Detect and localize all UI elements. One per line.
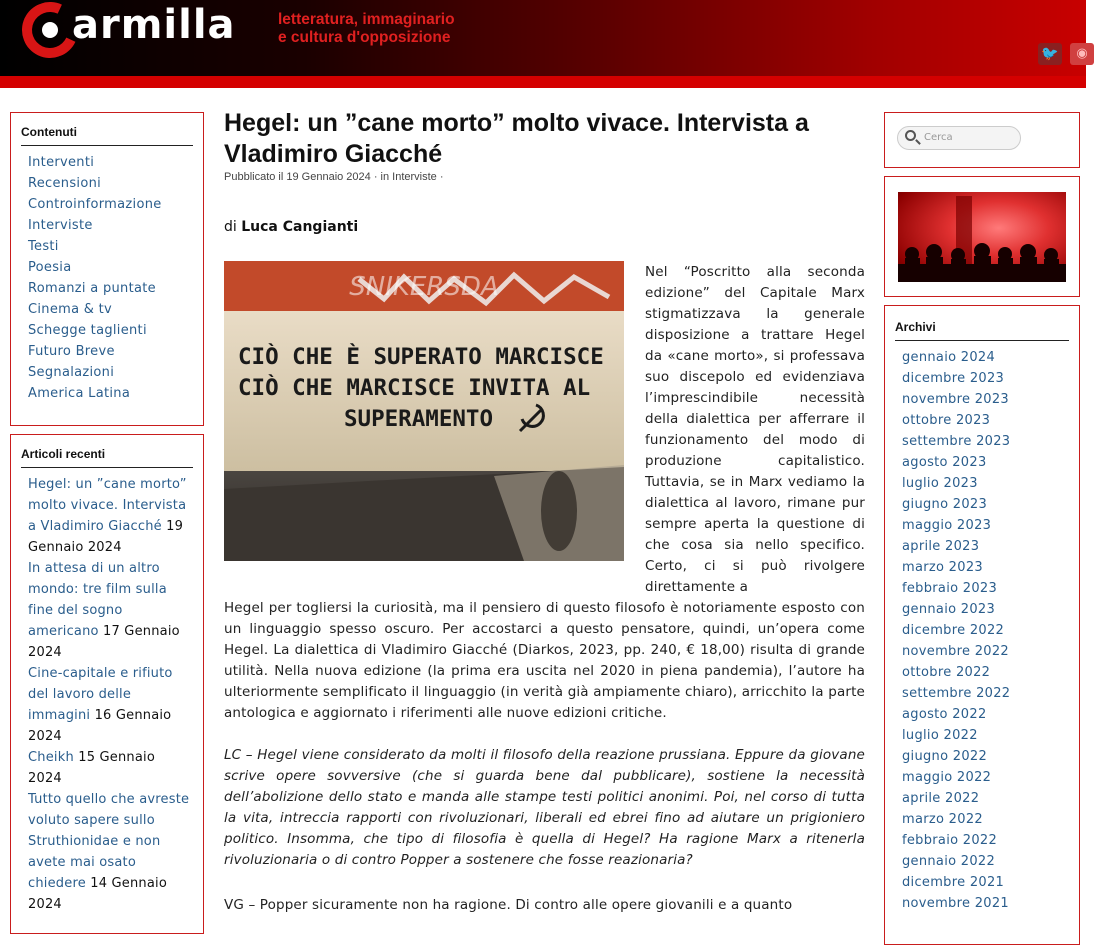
article-paragraph-2: LC – Hegel viene considerato da molti il filosofo della reazione prussiana. Eppure da giovane scrive opere sovversive (che si guarda bene dal pubblicare), sostiene la necessità dell’abolizione dello stato e manda alle stampe testi politici anonimi. Poi, nel corso di tutta la vita, intreccia rapporti con rivoluzionari, liberali ed ebrei fino ad aiutare un prigioniero politico. Insomma, che tipo di filosofia è quella di Hegel? Ha ragione Marx a ritenerla rivoluzionaria o di contro Popper a sostenere che fosse reazionaria? [224,747,865,868]
recent-post-line [21,474,193,495]
category-link[interactable]: Schegge taglienti [28,323,147,338]
recent-posts-title: Articoli recenti [21,447,193,468]
category-link[interactable]: Cinema & tv [28,302,113,317]
header-bottom-bar [0,76,1086,88]
category-link[interactable]: Interviste [28,218,93,233]
category-link[interactable]: Segnalazioni [28,365,115,380]
recent-post-link[interactable]: americano [28,624,99,639]
archive-link[interactable]: luglio 2022 [902,728,978,743]
tagline-line-1: letteratura, immaginario [278,11,455,28]
article-meta: Pubblicato il 19 Gennaio 2024 · in Interviste · [224,171,444,183]
recent-post-date: 14 Gennaio [85,876,167,891]
recent-post-link[interactable]: mondo: tre film sulla [28,582,167,597]
recent-post-line [21,579,193,600]
recent-post-line [21,684,193,705]
recent-post-link[interactable]: voluto sapere sullo [28,813,155,828]
article-paragraph-3: VG – Popper sicuramente non ha ragione. Di contro alle opere giovanili e a quanto [224,897,793,913]
category-link[interactable]: America Latina [28,386,131,401]
recent-post-line [21,852,193,873]
logo-dot [42,22,58,38]
article-photo [224,261,624,561]
recent-post-link[interactable]: Tutto quello che avreste [28,792,190,807]
recent-post-link[interactable]: molto vivace. Intervista [28,498,187,513]
archive-link[interactable]: novembre 2023 [902,392,1009,407]
site-logo[interactable] [20,0,260,62]
photo-graffiti-tag: SNIKERSDA [349,272,499,302]
recent-post-line [21,747,193,768]
recent-post-line [21,831,193,852]
photo-text-line-1: CIÒ CHE È SUPERATO MARCISCE [238,344,604,370]
category-link[interactable]: Interventi [28,155,95,170]
banner-widget [884,176,1080,297]
recent-post-link[interactable]: Cine-capitale e rifiuto [28,666,173,681]
recent-post-link[interactable]: Hegel: un ”cane morto” [28,477,187,492]
categories-widget [10,112,204,426]
article-paragraph-1-full: Hegel per togliersi la curiosità, ma il pensiero di questo filosofo è notoriamente esposto con un linguaggio spesso oscuro. Per accostarci a questo pensatore, quindi, un’opera come Hegel. La dialettica di Vladimiro Giacché (Diarkos, 2023, pp. 240, € 18,00) risulta di grande utilità. Nella nuova edizione (la prima era uscita nel 2020 in piena pandemia), l’autore ha ulteriormente semplificato il linguaggio (in verità già ampiamente chiaro), arricchito la parte antologica e aggiornato i riferimenti alle nuove edizioni critiche. [224,600,865,721]
recent-post-link[interactable]: Cheikh [28,750,74,765]
archive-link[interactable]: aprile 2022 [902,791,980,806]
tagline-line-2: e cultura d'opposizione [278,29,451,46]
archive-link[interactable]: settembre 2022 [902,686,1011,701]
recent-post-date: Gennaio 2024 [28,540,122,555]
search-input[interactable]: Cerca [897,126,1021,150]
recent-post-line [21,642,193,663]
recent-post-date: 2024 [28,729,62,744]
archive-link[interactable]: agosto 2023 [902,455,987,470]
archive-link[interactable]: gennaio 2024 [902,350,996,365]
recent-post-link[interactable]: fine del sogno [28,603,123,618]
recent-post-line [21,537,193,558]
recent-post-date: 16 Gennaio [90,708,172,723]
archive-link[interactable]: febbraio 2022 [902,833,998,848]
category-link[interactable]: Romanzi a puntate [28,281,156,296]
archive-link[interactable]: agosto 2022 [902,707,987,722]
archive-link[interactable]: marzo 2022 [902,812,983,827]
recent-post-date: 2024 [28,645,62,660]
archive-link[interactable]: novembre 2021 [902,896,1009,911]
recent-post-date: 15 Gennaio [73,750,155,765]
archive-link[interactable]: aprile 2023 [902,539,980,554]
archives-widget [884,305,1080,945]
article-paragraph-1-side: Nel “Poscritto alla seconda edizione” del Capitale Marx stigmatizzava la generale disposizione a trattare Hegel da «cane morto», si professava suo discepolo ed evidenziava l’imprescindibile necessità della dialettica per afferrare il funzionamento del modo di produzione capitalistico. Tuttavia, se in Marx vediamo la dialettica al lavoro, rimane pur sempre aperta la questione di che cosa sia nello specifico. Certo, ci si può rivolgere direttamente a [645,264,865,595]
archive-link[interactable]: dicembre 2021 [902,875,1005,890]
archive-link[interactable]: maggio 2023 [902,518,992,533]
recent-post-line [21,495,193,516]
category-link[interactable]: Controinformazione [28,197,162,212]
recent-post-line [21,768,193,789]
archive-link[interactable]: giugno 2023 [902,497,988,512]
categories-title: Contenuti [21,125,193,146]
recent-posts-list [21,474,193,915]
recent-post-date: 2024 [28,897,62,912]
graffiti-wall-image [224,261,624,561]
recent-post-link[interactable]: Struthionidae e non [28,834,161,849]
archive-link[interactable]: febbraio 2023 [902,581,998,596]
recent-post-line [21,873,193,894]
recent-post-line [21,516,193,537]
recent-post-link[interactable]: chiedere [28,876,86,891]
recent-post-line [21,621,193,642]
recent-post-line [21,600,193,621]
archive-link[interactable]: gennaio 2023 [902,602,996,617]
rss-icon[interactable]: ◉ [1070,43,1094,65]
recent-posts-widget [10,434,204,934]
archive-link[interactable]: novembre 2022 [902,644,1009,659]
photo-text-line-3: SUPERAMENTO [344,406,494,432]
author-name: Luca Cangianti [241,219,359,235]
recent-post-link[interactable]: In attesa di un altro [28,561,160,576]
twitter-icon[interactable]: 🐦 [1038,43,1062,65]
recent-post-link[interactable]: avete mai osato [28,855,137,870]
recent-post-link[interactable]: a Vladimiro Giacché [28,519,162,534]
archives-list [895,347,1069,914]
recent-post-date: 17 Gennaio [98,624,180,639]
search-icon [905,130,916,141]
recent-post-line [21,705,193,726]
recent-post-date: 2024 [28,771,62,786]
archive-link[interactable]: giugno 2022 [902,749,988,764]
recent-post-line [21,789,193,810]
audience-silhouettes [898,192,1066,282]
archive-link[interactable]: luglio 2023 [902,476,978,491]
byline-prefix: di [224,219,242,235]
archive-link[interactable]: dicembre 2023 [902,371,1005,386]
category-link[interactable]: Recensioni [28,176,102,191]
recent-post-line [21,726,193,747]
recent-post-line [21,894,193,915]
category-link[interactable]: Futuro Breve [28,344,115,359]
archive-link[interactable]: dicembre 2022 [902,623,1005,638]
recent-post-line [21,810,193,831]
archive-link[interactable]: settembre 2023 [902,434,1011,449]
recent-post-link[interactable]: del lavoro delle [28,687,132,702]
category-link[interactable]: Poesia [28,260,72,275]
search-widget [884,112,1080,168]
archives-title: Archivi [895,320,1069,341]
article-title[interactable]: Hegel: un ”cane morto” molto vivace. Intervista a Vladimiro Giacché [224,109,809,168]
recent-post-date: 19 [161,519,184,534]
archive-link[interactable]: ottobre 2023 [902,413,991,428]
archive-link[interactable]: ottobre 2022 [902,665,991,680]
cinema-audience-banner[interactable] [898,192,1066,282]
recent-post-link[interactable]: immagini [28,708,91,723]
archive-link[interactable]: maggio 2022 [902,770,992,785]
category-link[interactable]: Testi [28,239,59,254]
recent-post-line [21,663,193,684]
categories-list [21,152,193,404]
logo-text: armilla [72,2,236,48]
site-tagline [278,11,455,47]
archive-link[interactable]: marzo 2023 [902,560,983,575]
photo-text-line-2: CIÒ CHE MARCISCE INVITA AL [238,375,591,401]
article-byline [224,219,358,235]
recent-post-line [21,558,193,579]
archive-link[interactable]: gennaio 2022 [902,854,996,869]
